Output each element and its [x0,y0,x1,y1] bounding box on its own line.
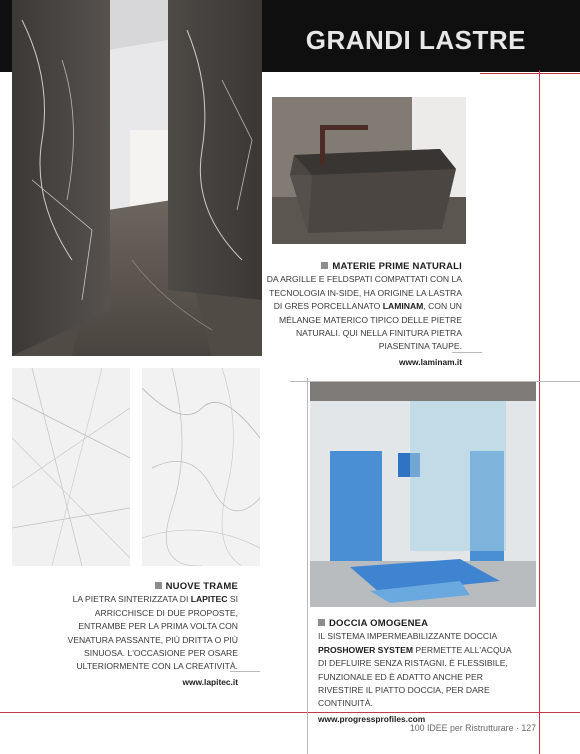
crop-line-bottom [0,712,580,713]
caption-title: MATERIE PRIME NATURALI [332,261,462,272]
sink-illustration [272,97,466,244]
caption-text: DA ARGILLE E FELDSPATI COMPATTATI CON LA TECNOLOGIA IN-SIDE, HA ORIGINE LA LASTRA DI GRES PORCELLANATO [266,274,462,312]
slab-straight-veins [12,368,130,566]
caption-materie [262,260,462,369]
website-link[interactable]: www.lapitec.it [182,676,238,687]
website-link[interactable]: www.progressprofiles.com [318,713,426,724]
caption-marker [318,619,325,626]
lapitec-slab-sinuous [142,368,260,566]
brand-name: LAPITEC [190,594,228,605]
stone-sink-photo [272,97,466,244]
page-title: GRANDI LASTRE [305,25,526,55]
shower-system-photo [310,381,536,607]
brand-name: LAMINAM [382,301,424,312]
lapitec-slab-straight [12,368,130,566]
website-link[interactable]: www.laminam.it [399,356,462,367]
caption-text: PERMETTE ALL'ACQUA DI DEFLUIRE SENZA RISTAGNI. È FLESSIBILE, FUNZIONALE ED È ADATTO ANCHE PER RIVESTIRE IL PIATTO DOCCIA, PER DARE CONTINUITÀ. [318,644,512,709]
caption-text: SI ARRICCHISCE DI DUE PROPOSTE, ENTRAMBE PER LA PRIMA VOLTA CON VENATURA PASSANTE, PIÙ DRITTA O PIÙ SINUOSA. L'OCCASIONE PER OSARE ULTERIORMENTE CON LA CREATIVITÀ. [67,594,238,672]
caption-trame [60,580,238,689]
caption-text: IL SISTEMA IMPERMEABILIZZANTE DOCCIA [318,631,497,642]
caption-marker [155,582,162,589]
crop-line-vertical [539,70,540,754]
guide-line-horizontal [290,381,580,382]
guide-line-horizontal [452,352,482,353]
caption-marker [321,262,328,269]
brand-name: PROSHOWER SYSTEM [318,644,414,655]
caption-doccia [318,617,518,726]
caption-title: NUOVE TRAME [165,581,238,592]
guide-line-vertical [307,378,308,754]
caption-title: DOCCIA OMOGENEA [329,618,429,629]
caption-text: , CON UN MÉLANGE MATERICO TIPICO DELLE PIETRE NATURALI. QUI NELLA FINITURA PIETRA PIASENTINA TAUPE. [278,301,462,352]
caption-text: LA PIETRA SINTERIZZATA DI [72,594,191,605]
page-footer: 100 IDEE per Ristrutturare · 127 [409,723,536,733]
shower-illustration [310,381,536,607]
slab-sinuous-veins [142,368,260,566]
marble-room-photo [12,0,262,356]
guide-line-horizontal [230,671,260,672]
marble-room-illustration [12,0,262,356]
crop-line-top [480,73,580,74]
